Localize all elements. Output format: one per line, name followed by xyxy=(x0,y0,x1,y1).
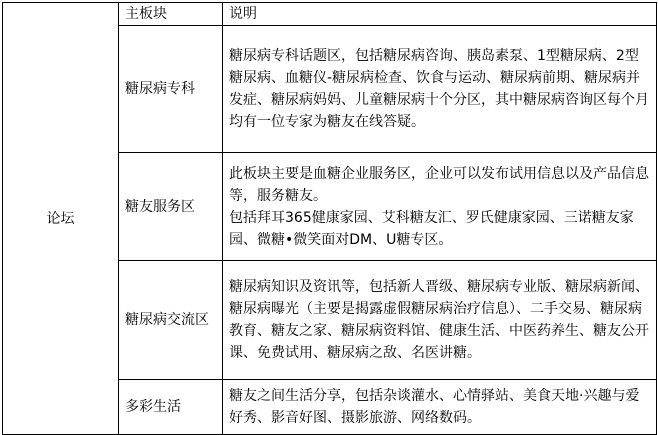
section-description: 糖尿病知识及资讯等，包括新人晋级、糖尿病专业版、糖尿病新闻、糖尿病曝光（主要是揭露虚假糖尿病治疗信息）、二手交易、糖尿病教育、糖友之家、糖尿病资料馆、健康生活、中医药养生、糖友公开课、免费试用、糖尿病之敌、名医讲糖。 xyxy=(223,261,657,380)
section-name: 糖友服务区 xyxy=(119,153,223,261)
header-description: 说明 xyxy=(223,3,657,26)
forum-sections-table xyxy=(2,2,657,435)
forum-label-cell xyxy=(3,3,119,435)
section-description-line: 此板块主要是血糖企业服务区，企业可以发布试用信息以及产品信息等，服务糖友。 xyxy=(229,165,649,204)
section-description: 糖友之间生活分享，包括杂谈灌水、心情驿站、美食天地·兴趣与爱好秀、影音好图、摄影旅游、网络数码。 xyxy=(223,380,657,435)
section-description xyxy=(223,153,657,261)
section-description-line: 包括拜耳365健康家园、艾科糖友汇、罗氏健康家园、三诺糖友家园、微糖•微笑面对DM、U糖专区。 xyxy=(229,209,634,248)
section-name: 糖尿病专科 xyxy=(119,26,223,153)
header-section: 主板块 xyxy=(119,3,223,26)
section-name: 糖尿病交流区 xyxy=(119,261,223,380)
section-description: 糖尿病专科话题区，包括糖尿病咨询、胰岛素泵、1型糖尿病、2型糖尿病、血糖仪-糖尿病检查、饮食与运动、糖尿病前期、糖尿病并发症、糖尿病妈妈、儿童糖尿病十个分区，其中糖尿病咨询区每个月均有一位专家为糖友在线答疑。 xyxy=(223,26,657,153)
section-name: 多彩生活 xyxy=(119,380,223,435)
header-row xyxy=(3,3,657,26)
forum-label: 论坛 xyxy=(46,210,75,227)
